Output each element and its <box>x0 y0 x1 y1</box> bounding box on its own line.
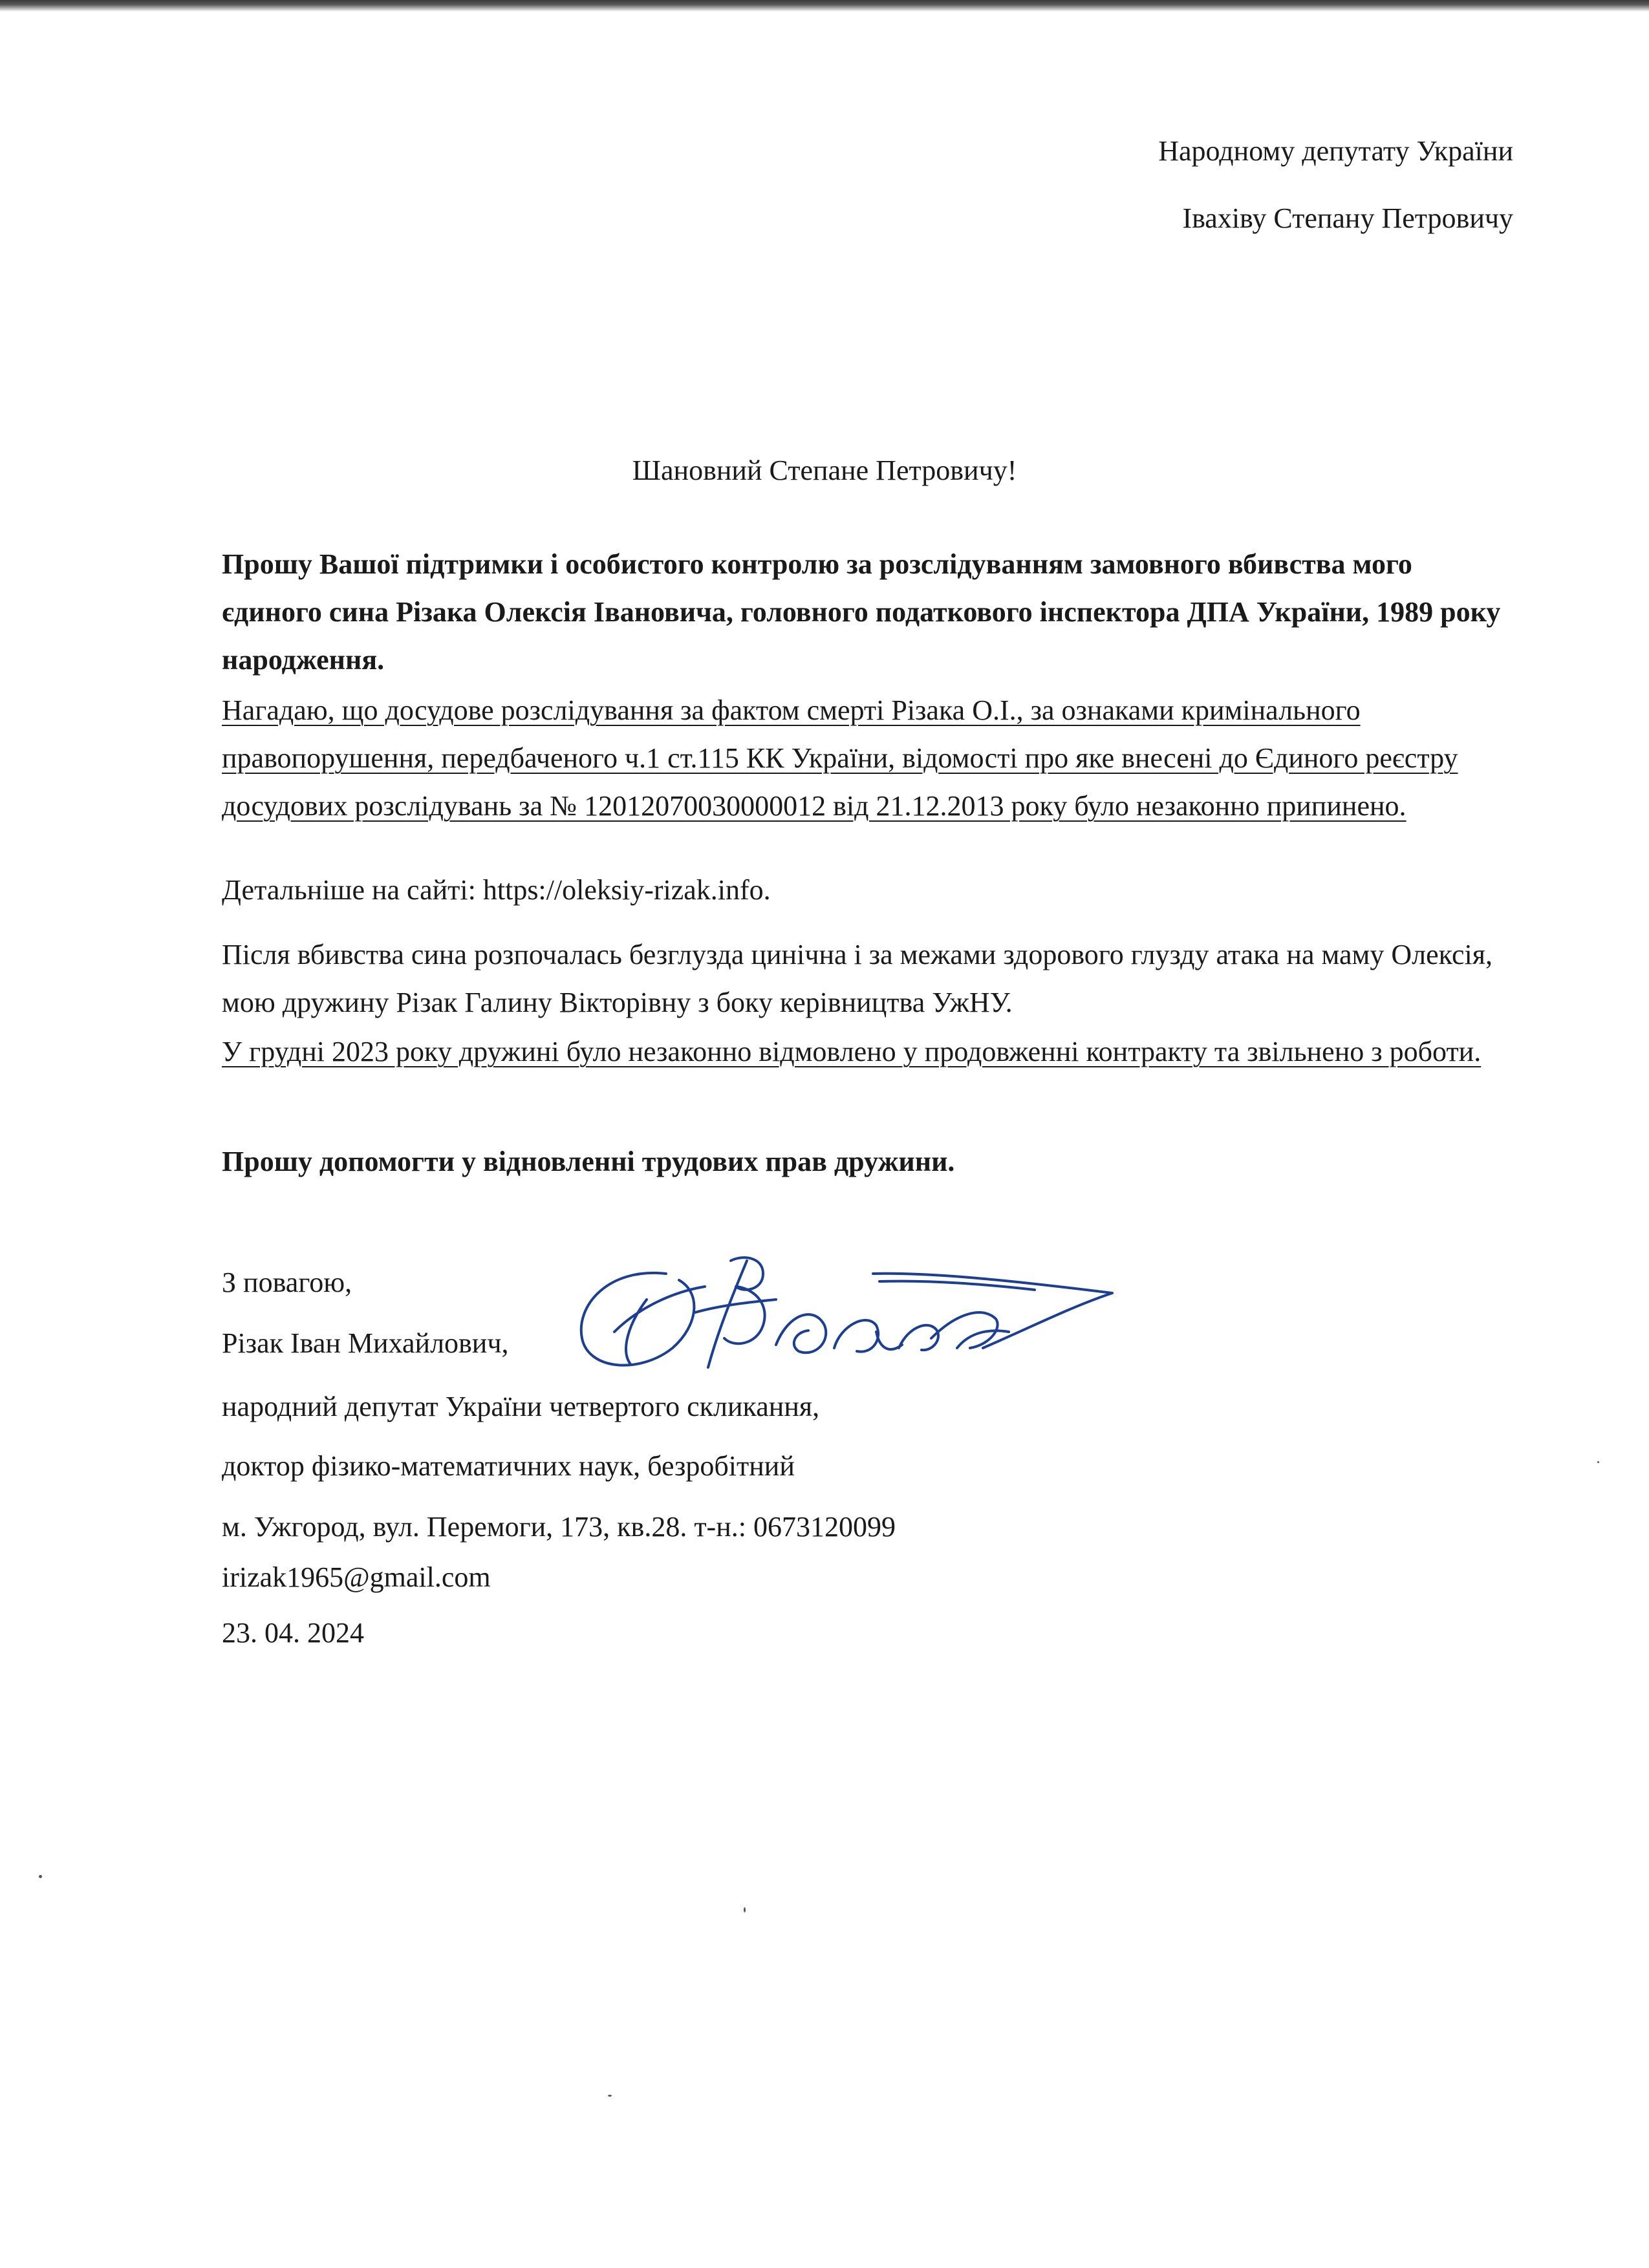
reminder-paragraph <box>222 687 1509 830</box>
signer-title: народний депутат України четвертого скликання, <box>222 1391 820 1422</box>
signer-name: Різак Іван Михайлович, <box>222 1327 509 1359</box>
signer-degree: доктор фізико-математичних наук, безробітний <box>222 1450 795 1482</box>
details-paragraph: Детальніше на сайті: https://oleksiy-rizak.info. <box>222 874 771 906</box>
final-request-paragraph: Прошу допомогти у відновленні трудових прав дружини. <box>222 1146 955 1177</box>
scan-speck <box>744 1907 746 1912</box>
signer-email: irizak1965@gmail.com <box>222 1561 491 1593</box>
dismissal-text: У грудні 2023 року дружині було незаконно відмовлено у продовженні контракту та звільнено з роботи. <box>222 1036 1482 1067</box>
salutation: Шановний Степане Петровичу! <box>632 455 1017 486</box>
closing-text: З повагою, <box>222 1267 352 1298</box>
letter-date: 23. 04. 2024 <box>222 1617 364 1649</box>
handwritten-signature <box>569 1235 1125 1403</box>
addressee-line-1: Народному депутату України <box>1158 135 1513 167</box>
dismissal-paragraph <box>222 1028 1509 1076</box>
scan-speck <box>39 1875 42 1878</box>
signer-address: м. Ужгород, вул. Перемоги, 173, кв.28. т-н.: 0673120099 <box>222 1511 896 1543</box>
request-intro-paragraph: Прошу Вашої підтримки і особистого контролю за розслідуванням замовного вбивства мого єдиного сина Різака Олексія Івановича, головного податкового інспектора ДПА України, 1989 року народження. <box>222 548 1501 676</box>
attack-paragraph: Після вбивства сина розпочалась безглузда цинічна і за межами здорового глузду атака на маму Олексія, мою дружину Різак Галину Вікторівну з боку керівництва УжНУ. <box>222 939 1493 1018</box>
scan-edge <box>0 0 1649 12</box>
addressee-line-2: Івахіву Степану Петровичу <box>1182 202 1513 234</box>
scan-speck <box>1597 1461 1599 1463</box>
scan-speck <box>608 2095 612 2097</box>
reminder-text: Нагадаю, що досудове розслідування за фактом смерті Різака О.І., за ознаками кримінального правопорушення, передбаченого ч.1 ст.115 КК України, відомості про яке внесені до Єдиного реєстру досудових розслідувань за № 12012070030000012 від 21.12.2013 року було незаконно припинено. <box>222 694 1458 822</box>
